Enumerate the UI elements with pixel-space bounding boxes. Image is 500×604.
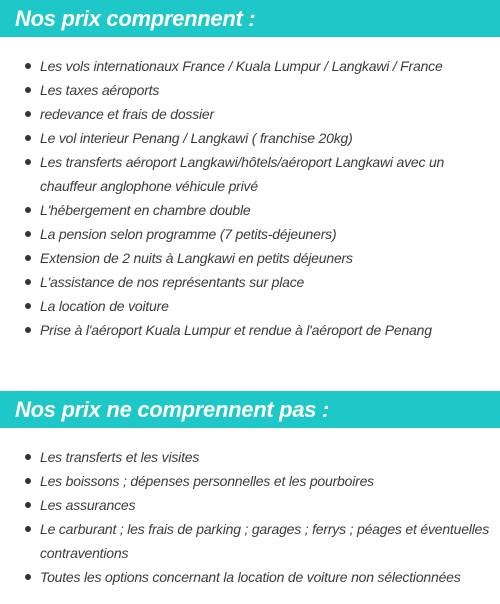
excluded-section-header — [0, 391, 500, 428]
excluded-list — [0, 445, 500, 589]
bullet-icon — [25, 63, 31, 69]
list-item — [0, 198, 500, 222]
list-item-text: redevance et frais de dossier — [40, 106, 214, 122]
list-item — [0, 102, 500, 126]
bullet-icon — [25, 231, 31, 237]
bullet-icon — [25, 111, 31, 117]
bullet-icon — [25, 327, 31, 333]
bullet-icon — [25, 502, 31, 508]
list-item-text: Les transferts et les visites — [40, 449, 200, 465]
bullet-icon — [25, 255, 31, 261]
list-item-text: L'hébergement en chambre double — [40, 202, 251, 218]
list-item-text: Extension de 2 nuits à Langkawi en petits déjeuners — [40, 250, 353, 266]
bullet-icon — [25, 207, 31, 213]
list-item-text: Prise à l'aéroport Kuala Lumpur et rendue à l'aéroport de Penang — [40, 322, 432, 338]
list-item — [0, 294, 500, 318]
list-item-text: Les vols internationaux France / Kuala Lumpur / Langkawi / France — [40, 58, 443, 74]
list-item-text: Les transferts aéroport Langkawi/hôtels/aéroport Langkawi avec un chauffeur anglophone véhicule privé — [40, 154, 445, 194]
bullet-icon — [25, 159, 31, 165]
list-item — [0, 493, 500, 517]
included-list — [0, 54, 500, 342]
list-item-text: La pension selon programme (7 petits-déjeuners) — [40, 226, 337, 242]
list-item-text: La location de voiture — [40, 298, 169, 314]
list-item-text: Les taxes aéroports — [40, 82, 160, 98]
list-item-text: Le vol interieur Penang / Langkawi ( franchise 20kg) — [40, 130, 353, 146]
list-item — [0, 517, 500, 565]
list-item — [0, 246, 500, 270]
included-section-title: Nos prix comprennent : — [15, 6, 256, 31]
list-item-text: Les boissons ; dépenses personnelles et les pourboires — [40, 473, 374, 489]
list-item — [0, 54, 500, 78]
list-item — [0, 318, 500, 342]
list-item — [0, 565, 500, 589]
list-item-text: Le carburant ; les frais de parking ; garages ; ferrys ; péages et éventuelles contraventions — [40, 521, 489, 561]
bullet-icon — [25, 454, 31, 460]
list-item — [0, 150, 500, 198]
list-item — [0, 78, 500, 102]
bullet-icon — [25, 135, 31, 141]
excluded-section-title: Nos prix ne comprennent pas : — [15, 397, 330, 422]
list-item — [0, 270, 500, 294]
list-item-text: L'assistance de nos représentants sur place — [40, 274, 305, 290]
list-item-text: Les assurances — [40, 497, 136, 513]
bullet-icon — [25, 303, 31, 309]
bullet-icon — [25, 279, 31, 285]
list-item — [0, 469, 500, 493]
list-item-text: Toutes les options concernant la location de voiture non sélectionnées — [40, 569, 461, 585]
bullet-icon — [25, 526, 31, 532]
list-item — [0, 222, 500, 246]
included-section-header — [0, 0, 500, 37]
bullet-icon — [25, 574, 31, 580]
list-item — [0, 126, 500, 150]
list-item — [0, 445, 500, 469]
bullet-icon — [25, 87, 31, 93]
bullet-icon — [25, 478, 31, 484]
